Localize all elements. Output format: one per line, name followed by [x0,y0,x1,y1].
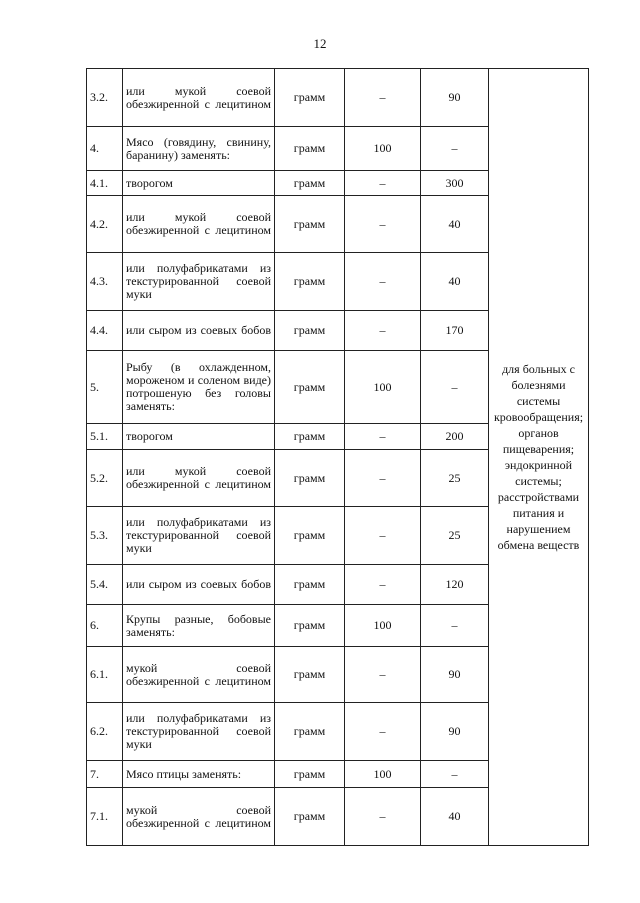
row-value-substitute: 90 [421,703,489,761]
row-number: 4.2. [87,196,123,253]
row-unit: грамм [275,565,345,605]
row-number: 4.1. [87,171,123,196]
row-description: мукой соевой обезжиренной с лецитином [123,647,275,703]
row-description: или полуфабрикатами из текстурированной соевой муки [123,507,275,565]
row-unit: грамм [275,127,345,171]
row-value-base: – [345,703,421,761]
row-unit: грамм [275,788,345,846]
table-row [87,69,589,127]
row-value-base: – [345,171,421,196]
row-number: 5.2. [87,450,123,507]
row-value-base: – [345,311,421,351]
row-value-base: – [345,450,421,507]
row-description: или мукой соевой обезжиренной с лецитином [123,69,275,127]
row-description: или полуфабрикатами из текстурированной соевой муки [123,253,275,311]
note-text: для больных с болезнями системы кровообращения; органов пищеварения; эндокринной системы; расстройствами питания и нарушением обмена веществ [493,362,584,552]
row-unit: грамм [275,761,345,788]
row-unit: грамм [275,647,345,703]
row-description: мукой соевой обезжиренной с лецитином [123,788,275,846]
row-unit: грамм [275,311,345,351]
row-value-base: 100 [345,351,421,424]
row-note [489,69,589,846]
row-description: или мукой соевой обезжиренной с лецитином [123,196,275,253]
row-value-substitute: 40 [421,788,489,846]
row-number: 5. [87,351,123,424]
row-description: Крупы разные, бобовые заменять: [123,605,275,647]
row-number: 5.1. [87,424,123,450]
row-number: 7. [87,761,123,788]
row-value-substitute: 90 [421,647,489,703]
page-number: 12 [313,36,327,51]
row-value-base: 100 [345,127,421,171]
row-value-substitute: 170 [421,311,489,351]
row-unit: грамм [275,450,345,507]
table-body [87,69,589,846]
row-description: или сыром из соевых бобов [123,565,275,605]
row-value-substitute: 25 [421,507,489,565]
row-value-base: – [345,507,421,565]
row-value-base: – [345,788,421,846]
row-unit: грамм [275,196,345,253]
row-value-substitute: 200 [421,424,489,450]
row-description: Рыбу (в охлажденном, мороженом и соленом виде) потрошеную без головы заменять: [123,351,275,424]
row-description: Мясо (говядину, свинину, баранину) заменять: [123,127,275,171]
row-unit: грамм [275,605,345,647]
row-unit: грамм [275,424,345,450]
row-value-base: 100 [345,605,421,647]
food-substitution-table [86,68,589,846]
row-value-substitute: 300 [421,171,489,196]
row-unit: грамм [275,703,345,761]
row-unit: грамм [275,171,345,196]
row-number: 4.3. [87,253,123,311]
row-unit: грамм [275,507,345,565]
row-number: 4.4. [87,311,123,351]
row-value-base: 100 [345,761,421,788]
row-value-base: – [345,647,421,703]
row-unit: грамм [275,351,345,424]
row-description: творогом [123,171,275,196]
row-number: 4. [87,127,123,171]
row-value-base: – [345,69,421,127]
row-number: 5.4. [87,565,123,605]
row-value-substitute: – [421,127,489,171]
row-unit: грамм [275,69,345,127]
row-description: творогом [123,424,275,450]
row-number: 6. [87,605,123,647]
row-description: или сыром из соевых бобов [123,311,275,351]
row-value-substitute: – [421,605,489,647]
row-number: 5.3. [87,507,123,565]
row-description: или мукой соевой обезжиренной с лецитином [123,450,275,507]
row-value-substitute: 40 [421,253,489,311]
row-unit: грамм [275,253,345,311]
row-number: 3.2. [87,69,123,127]
row-value-base: – [345,253,421,311]
row-description: или полуфабрикатами из текстурированной соевой муки [123,703,275,761]
row-description: Мясо птицы заменять: [123,761,275,788]
row-number: 7.1. [87,788,123,846]
row-value-base: – [345,565,421,605]
row-value-base: – [345,196,421,253]
row-value-substitute: 120 [421,565,489,605]
row-value-base: – [345,424,421,450]
row-value-substitute: – [421,761,489,788]
row-value-substitute: 40 [421,196,489,253]
row-number: 6.1. [87,647,123,703]
row-number: 6.2. [87,703,123,761]
row-value-substitute: 90 [421,69,489,127]
row-value-substitute: – [421,351,489,424]
row-value-substitute: 25 [421,450,489,507]
